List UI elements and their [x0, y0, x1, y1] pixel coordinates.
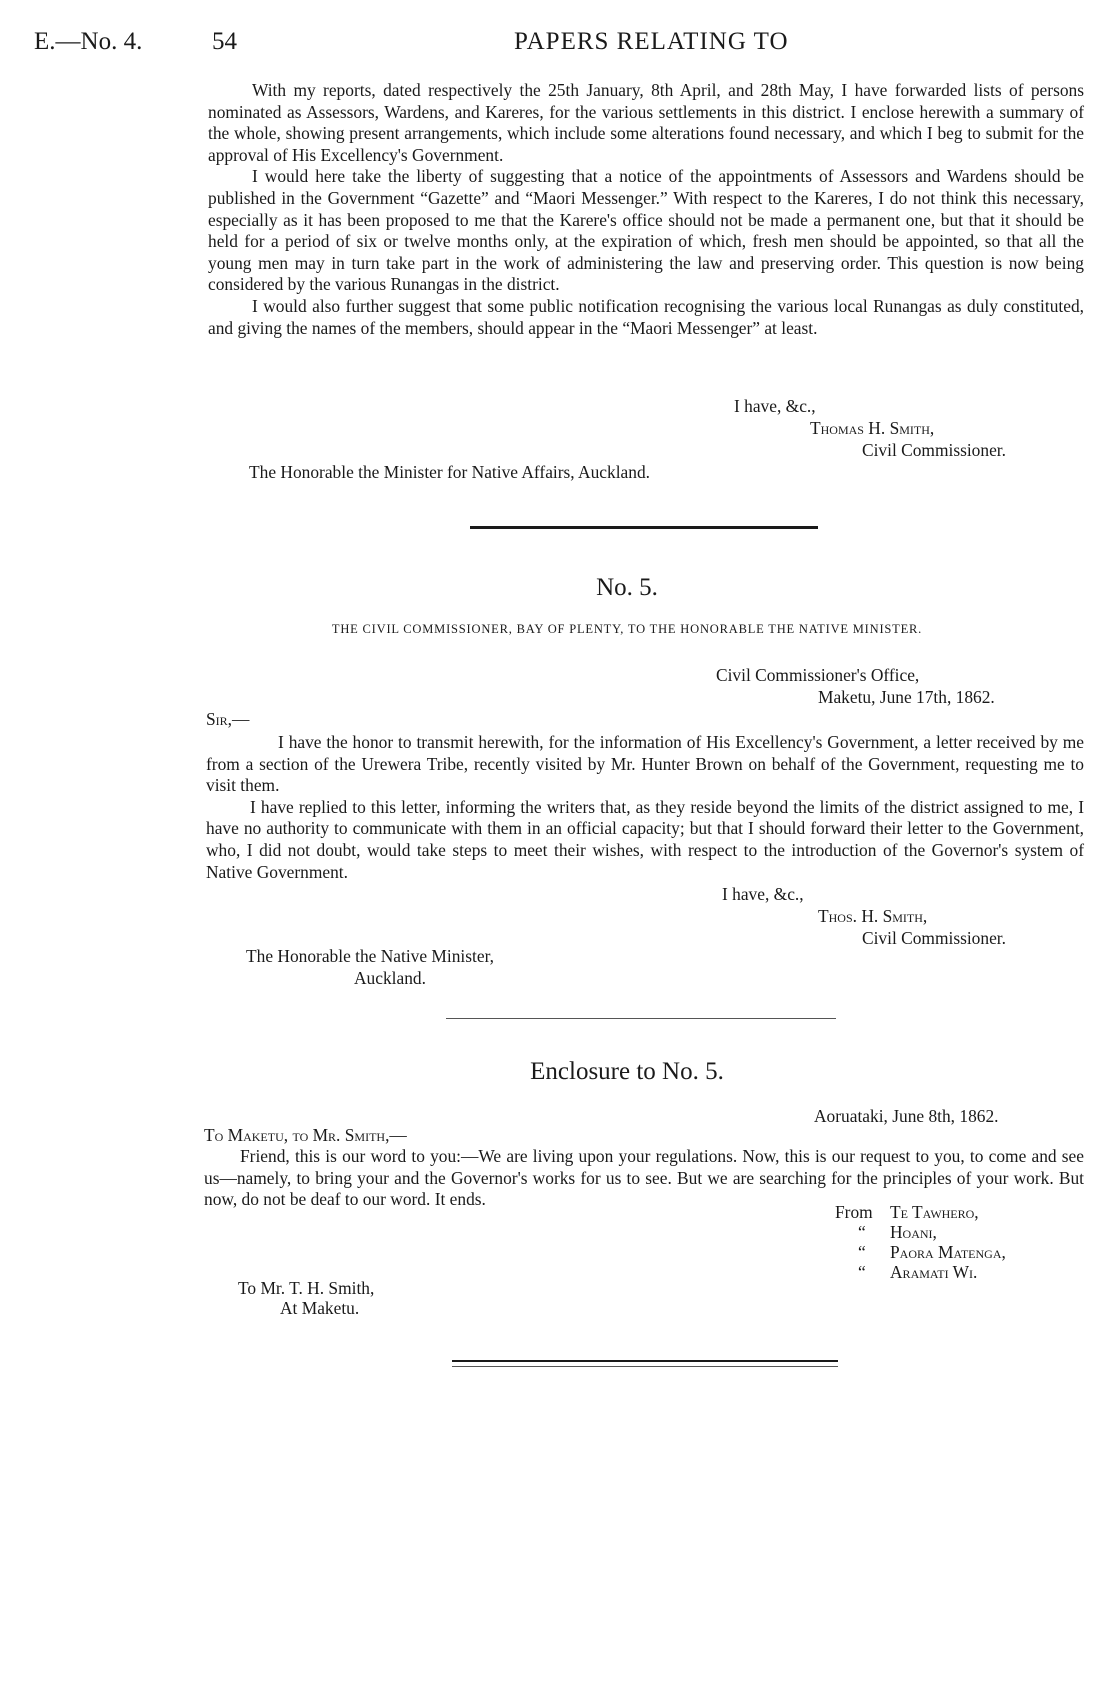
letter-4-signature: Thomas H. Smith, — [810, 418, 935, 438]
letter-5-body — [206, 732, 1084, 883]
section-divider — [452, 1366, 838, 1367]
signatory-name: Aramati Wi. — [890, 1262, 978, 1282]
letter-5-date: Maketu, June 17th, 1862. — [818, 687, 995, 707]
letter-5-heading: No. 5. — [596, 574, 658, 601]
letter-4-signer-title: Civil Commissioner. — [862, 440, 1006, 460]
letter-4-paragraph: With my reports, dated respectively the 25th January, 8th April, and 28th May, I have forwarded lists of persons nominated as Assessors, Wardens, and Kareres, for the various settlements in this district. I enclose herewith a summary of the whole, showing present arrangements, which include some alterations found necessary, and which I beg to submit for the approval of His Excellency's Government. — [208, 80, 1084, 165]
enclosure-addressee-place: At Maketu. — [280, 1298, 360, 1318]
signatory-prefix: From — [835, 1202, 873, 1222]
section-divider — [470, 526, 818, 529]
signatory-name: Te Tawhero, — [890, 1202, 979, 1222]
letter-4-paragraph: I would here take the liberty of suggesting that a notice of the appointments of Assessors and Wardens should be published in the Government “Gazette” and “Maori Messenger.” With respect to the Kareres, I do not think this necessary, especially as it has been proposed to me that the Karere's office should not be made a permanent one, but that it should be held for a period of six or twelve months only, at the expiration of which, fresh men should be appointed, so that all the young men may in turn take part in the work of administering the law and preserving order. This question is now being considered by the various Runangas in the district. — [208, 166, 1084, 295]
enclosure-heading: Enclosure to No. 5. — [530, 1058, 724, 1085]
letter-5-addressee: The Honorable the Native Minister, — [246, 946, 495, 966]
signatory-name: Paora Matenga, — [890, 1242, 1006, 1262]
letter-4-addressee: The Honorable the Minister for Native Affairs, Auckland. — [249, 462, 651, 482]
running-header — [34, 28, 1074, 62]
section-divider — [446, 1018, 836, 1019]
letter-5-closing: I have, &c., — [722, 884, 804, 904]
letter-5-addressee-city: Auckland. — [354, 968, 426, 988]
enclosure-paragraph: Friend, this is our word to you:—We are living upon your regulations. Now, this is our request to you, to come and see us—namely, to bring your and the Governor's works for us to see. But we are searching for the principles of your work. But now, do not be deaf to our word. It ends. — [204, 1146, 1084, 1210]
signatory-prefix: “ — [858, 1222, 866, 1242]
letter-4-body — [208, 80, 1084, 339]
letter-5-signature: Thos. H. Smith, — [818, 906, 928, 926]
signatory-prefix: “ — [858, 1262, 866, 1282]
section-divider — [452, 1360, 838, 1362]
letter-5-salutation: Sir,— — [206, 709, 250, 729]
letter-5-subheading: THE CIVIL COMMISSIONER, BAY OF PLENTY, TO THE HONORABLE THE NATIVE MINISTER. — [331, 622, 923, 636]
letter-5-signer-title: Civil Commissioner. — [862, 928, 1006, 948]
letter-4-paragraph: I would also further suggest that some public notification recognising the various local Runangas as duly constituted, and giving the names of the members, should appear in the “Maori Messenger” at least. — [208, 295, 1084, 338]
signatory-name: Hoani, — [890, 1222, 937, 1242]
letter-5-paragraph: I have the honor to transmit herewith, for the information of His Excellency's Government, a letter received by me from a section of the Urewera Tribe, recently visited by Mr. Hunter Brown on behalf of the Government, requesting me to visit them. — [206, 732, 1084, 796]
document-reference: E.—No. 4. — [34, 28, 143, 55]
letter-4-closing: I have, &c., — [734, 396, 816, 416]
signatory-prefix: “ — [858, 1242, 866, 1262]
page-number: 54 — [212, 28, 237, 55]
letter-5-office: Civil Commissioner's Office, — [716, 665, 920, 685]
enclosure-date: Aoruataki, June 8th, 1862. — [814, 1106, 999, 1126]
enclosure-salutation: To Maketu, to Mr. Smith,— — [204, 1125, 407, 1145]
page-title: PAPERS RELATING TO — [514, 28, 789, 55]
letter-5-paragraph: I have replied to this letter, informing the writers that, as they reside beyond the limits of the district assigned to me, I have no authority to communicate with them in an official capacity; but that I should forward their letter to the Government, who, I did not doubt, would take steps to meet their wishes, with respect to the introduction of the Governor's system of Native Government. — [206, 796, 1084, 882]
enclosure-addressee: To Mr. T. H. Smith, — [238, 1278, 375, 1298]
